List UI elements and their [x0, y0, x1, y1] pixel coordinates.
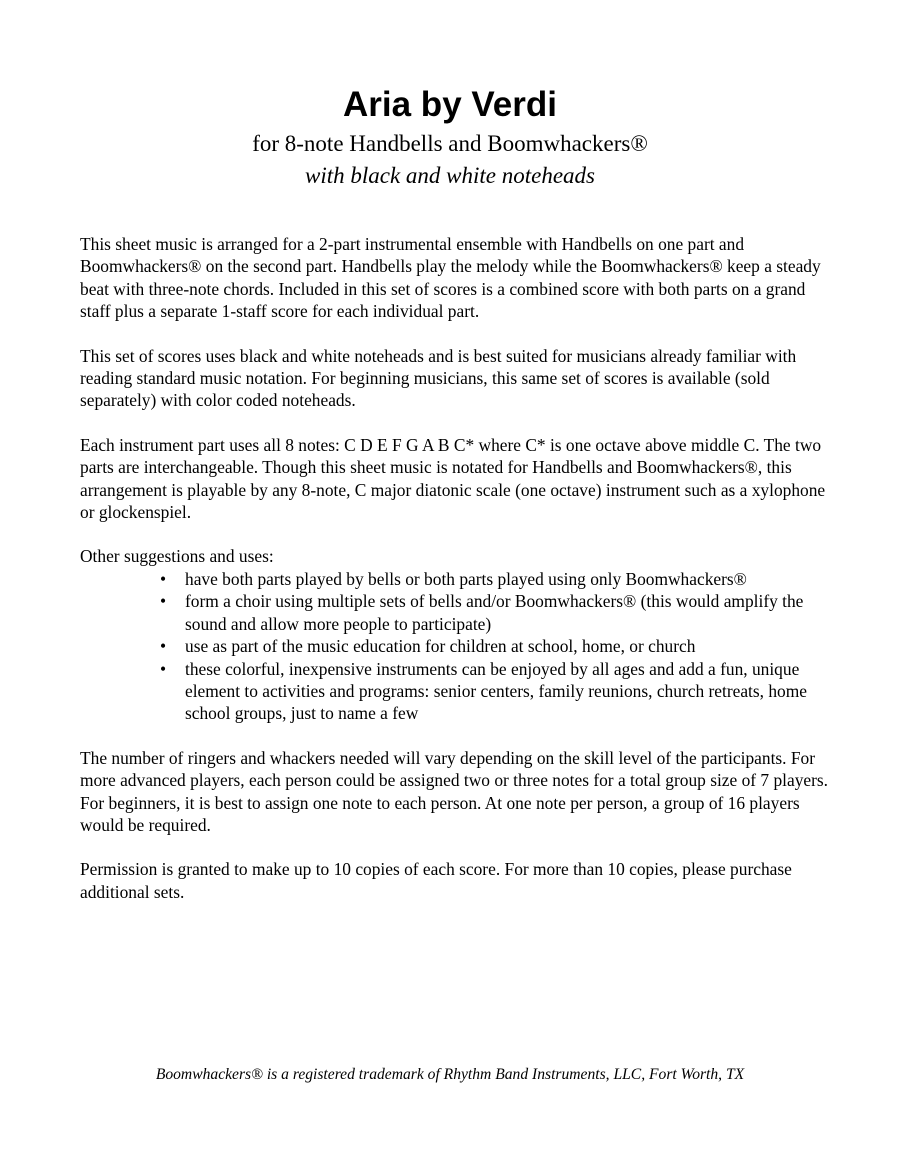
list-item-text: form a choir using multiple sets of bells and/or Boomwhackers® (this would amplify the sound and allow more people to participate) [185, 591, 804, 634]
page-subtitle: for 8-note Handbells and Boomwhackers® [252, 131, 648, 156]
bullet-icon: • [160, 658, 167, 679]
bullet-icon: • [160, 591, 167, 612]
noteheads-paragraph: This set of scores uses black and white noteheads and is best suited for musicians already familiar with reading standard music notation. For beginning musicians, this same set of scores is available (sold separately) with color coded noteheads. [80, 345, 797, 411]
list-item [80, 635, 840, 657]
list-item [80, 658, 840, 725]
suggestions-list [80, 568, 840, 725]
page-title: Aria by Verdi [343, 85, 557, 124]
trademark-footer: Boomwhackers® is a registered trademark of Rhythm Band Instruments, LLC, Fort Worth, TX [155, 1066, 745, 1083]
ensemble-size-paragraph: The number of ringers and whackers needed will vary depending on the skill level of the participants. For more advanced players, each person could be assigned two or three notes for a total group size of 7 players. For beginners, it is best to assign one note to each person. At one note per person, a group of 16 players would be required. [80, 747, 829, 835]
bullet-icon: • [160, 568, 167, 589]
intro-paragraph: This sheet music is arranged for a 2-part instrumental ensemble with Handbells on one part and Boomwhackers® on the second part. Handbells play the melody while the Boomwhackers® keep a steady beat with three-note chords. Included in this set of scores is a combined score with both parts on a grand staff plus a separate 1-staff score for each individual part. [80, 234, 821, 322]
permission-paragraph: Permission is granted to make up to 10 copies of each score. For more than 10 copies, please purchase additional sets. [80, 859, 792, 902]
suggestions-heading: Other suggestions and uses: [80, 546, 274, 567]
list-item-text: use as part of the music education for children at school, home, or church [185, 636, 696, 657]
list-item-text: these colorful, inexpensive instruments can be enjoyed by all ages and add a fun, unique element to activities and programs: senior centers, family reunions, church retreats, home school groups, just to name a few [185, 658, 807, 724]
page-subtitle-italic: with black and white noteheads [304, 163, 595, 188]
list-item [80, 568, 840, 590]
instrument-notes-paragraph: Each instrument part uses all 8 notes: C D E F G A B C* where C* is one octave above middle C. The two parts are interchangeable. Though this sheet music is notated for Handbells and Boomwhackers®, this arrangement is playable by any 8-note, C major diatonic scale (one octave) instrument such as a xylophone or glockenspiel. [80, 434, 826, 523]
list-item-text: have both parts played by bells or both parts played using only Boomwhackers® [185, 568, 747, 589]
document-body [80, 233, 840, 925]
bullet-icon: • [160, 636, 167, 657]
list-item [80, 590, 840, 635]
